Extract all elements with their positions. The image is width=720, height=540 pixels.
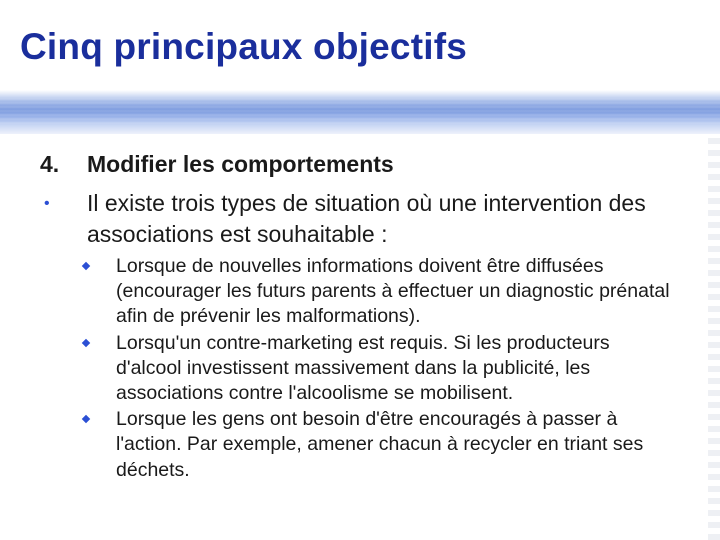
- sub-bullet-item: [80, 254, 680, 330]
- diamond-bullet-icon: [82, 415, 90, 423]
- diamond-bullet-icon: [82, 338, 90, 346]
- heading-number: 4.: [40, 151, 60, 177]
- slide-title: Cinq principaux objectifs: [20, 26, 467, 67]
- sub-bullet-text: Lorsque de nouvelles informations doivent être diffusées (encourager les futurs parents à effectuer un diagnostic prénatal afin de prévenir les malformations).: [116, 255, 670, 328]
- bullet-dot-icon: •: [44, 195, 50, 212]
- sub-bullet-text: Lorsqu'un contre-marketing est requis. Si les producteurs d'alcool investissent massivement dans la publicité, les associations contre l'alcoolisme se mobilisent.: [116, 331, 610, 405]
- sub-bullet-text: Lorsque les gens ont besoin d'être encouragés à passer à l'action. Par exemple, amener chacun à recycler en triant ses déchets.: [116, 408, 644, 481]
- sub-bullet-item: [80, 331, 680, 407]
- diamond-bullet-icon: [82, 262, 90, 270]
- main-bullet-text: Il existe trois types de situation où une intervention des associations est souhaitable :: [87, 190, 646, 247]
- sub-bullet-list: [80, 254, 680, 484]
- sub-bullet-item: [80, 407, 680, 483]
- heading-text: Modifier les comportements: [87, 151, 394, 177]
